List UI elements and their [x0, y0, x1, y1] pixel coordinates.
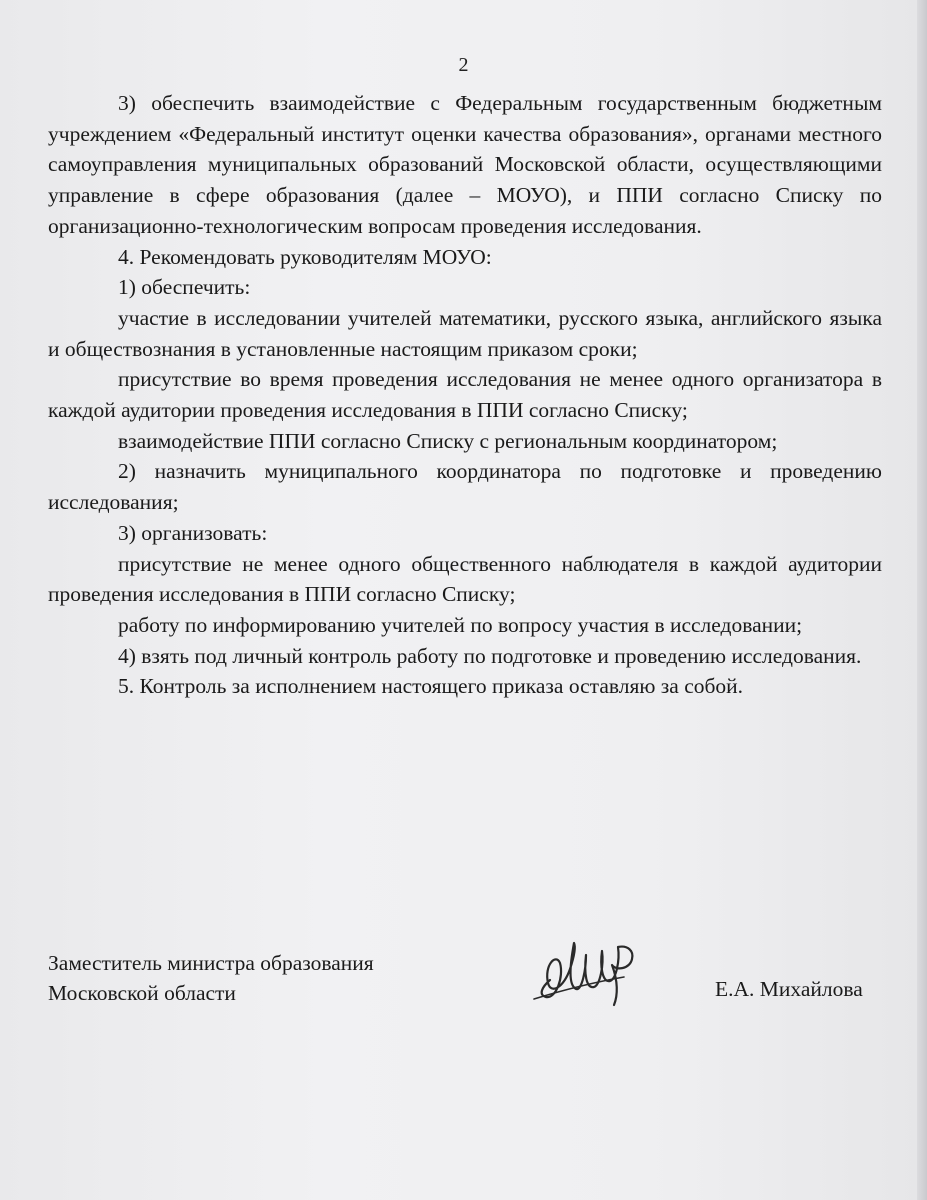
paragraph-4-3-organize: 3) организовать:: [118, 520, 268, 545]
signatory-position: [48, 948, 374, 1008]
paragraph-4-4-control: 4) взять под личный контроль работу по подготовке и проведению исследования.: [118, 643, 862, 668]
signatory-position-line2: Московской области: [48, 981, 236, 1005]
document-body: [48, 88, 882, 702]
paragraph-4-1-ensure: 1) обеспечить:: [118, 275, 251, 300]
paper-edge: [917, 0, 927, 1200]
paragraph-4-2-appoint: 2) назначить муниципального координатора по подготовке и проведению исследования;: [48, 459, 882, 515]
page-number: 2: [458, 54, 469, 76]
paragraph-presence-organizer: присутствие во время проведения исследования не менее одного организатора в каждой аудитории проведения исследования в ППИ согласно Списку;: [48, 367, 882, 423]
paragraph-3-ensure-interaction: 3) обеспечить взаимодействие с Федеральным государственным бюджетным учреждением «Федеральный институт оценки качества образования», органами местного самоуправления муниципальных образований Московской области, осуществляющими управление в сфере образования (далее – МОУО), и ППИ согласно Списку по организационно-технологическим вопросам проведения исследования.: [48, 91, 882, 238]
handwritten-signature: [520, 925, 655, 1015]
signatory-name: Е.А. Михайлова: [715, 977, 863, 1001]
paragraph-presence-observer: присутствие не менее одного общественного наблюдателя в каждой аудитории проведения исследования в ППИ согласно Списку;: [48, 551, 882, 607]
paragraph-informing-teachers: работу по информированию учителей по вопросу участия в исследовании;: [118, 612, 803, 637]
signatory-position-line1: Заместитель министра образования: [48, 951, 374, 975]
paragraph-4-recommend: 4. Рекомендовать руководителям МОУО:: [118, 244, 492, 269]
paragraph-interaction-coordinator: взаимодействие ППИ согласно Списку с региональным координатором;: [118, 428, 778, 453]
paragraph-5-control: 5. Контроль за исполнением настоящего приказа оставляю за собой.: [118, 674, 744, 699]
paragraph-participation: участие в исследовании учителей математики, русского языка, английского языка и обществознания в установленные настоящим приказом сроки;: [48, 305, 882, 361]
